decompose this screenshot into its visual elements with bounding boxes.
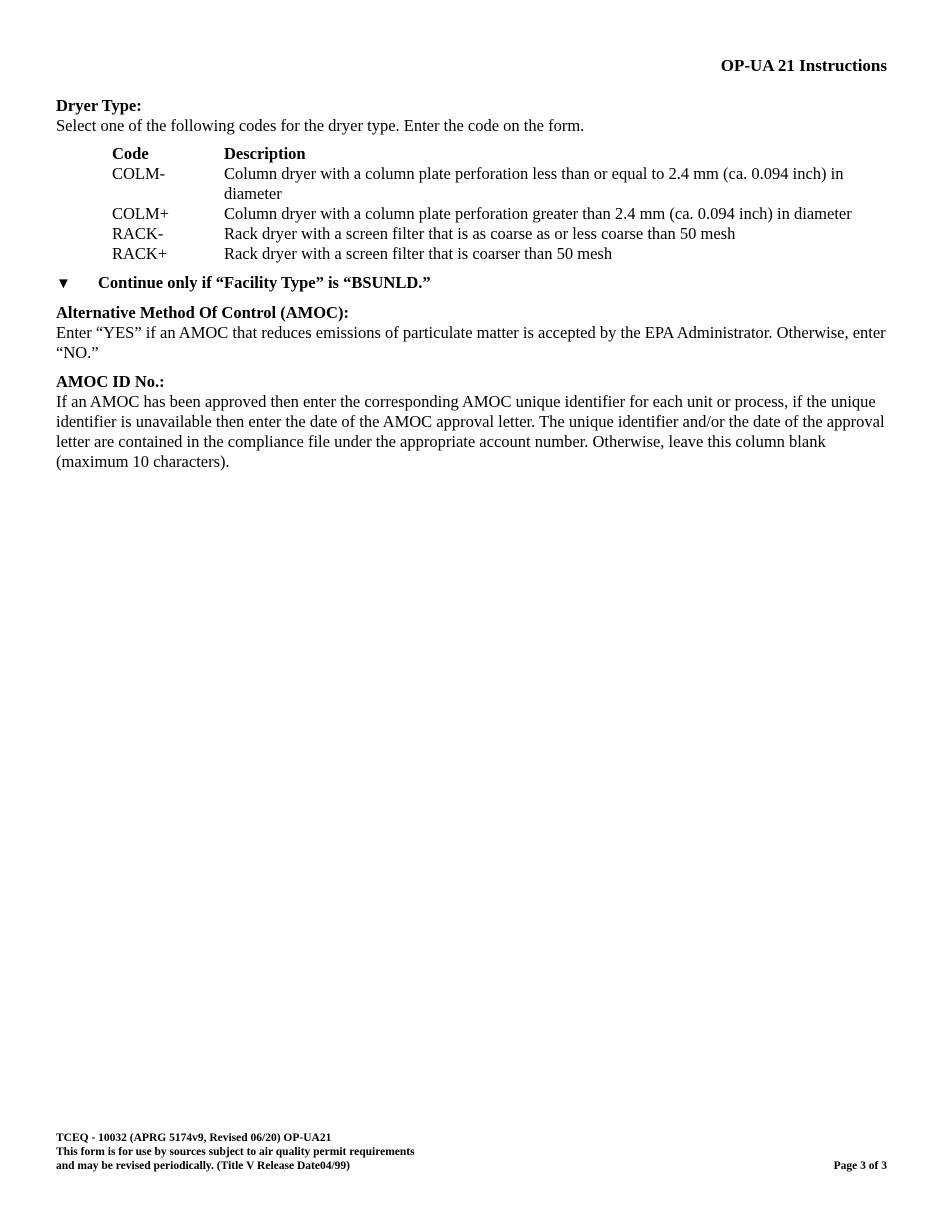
page-header-title: OP-UA 21 Instructions [720,56,887,75]
code-cell: RACK+ [112,244,168,263]
table-header-row [112,144,887,164]
code-cell: COLM+ [112,204,169,223]
column-header-code: Code [112,144,149,163]
dryer-type-heading: Dryer Type: [56,96,142,115]
table-row [112,244,887,264]
down-triangle-icon: ▼ [56,276,71,292]
description-cell: Column dryer with a column plate perforation greater than 2.4 mm (ca. 0.094 inch) in diameter [224,204,852,223]
amoc-section [56,303,887,363]
amoc-id-section [56,372,887,472]
footer-line-1: TCEQ - 10032 (APRG 5174v9, Revised 06/20) OP-UA21 [56,1132,332,1144]
description-cell: Rack dryer with a screen filter that is as coarse as or less coarse than 50 mesh [224,224,736,243]
code-cell: COLM- [112,164,166,183]
dryer-type-intro: Select one of the following codes for the dryer type. Enter the code on the form. [56,116,585,135]
column-header-description: Description [224,144,306,163]
dryer-code-table [112,144,887,264]
footer-line-2: This form is for use by sources subject to air quality permit requirements [56,1146,415,1158]
amoc-heading: Alternative Method Of Control (AMOC): [56,303,349,322]
page-number: Page 3 of 3 [833,1160,887,1172]
table-row [112,204,887,224]
footer-line-3: and may be revised periodically. (Title V Release Date04/99) [56,1160,350,1172]
table-row [112,164,887,204]
description-cell: Column dryer with a column plate perforation less than or equal to 2.4 mm (ca. 0.094 inch) in diameter [224,164,844,203]
code-cell: RACK- [112,224,164,243]
amoc-body: Enter “YES” if an AMOC that reduces emissions of particulate matter is accepted by the EPA Administrator. Otherwise, enter “NO.” [56,323,886,362]
continue-instruction-text: Continue only if “Facility Type” is “BSUNLD.” [98,273,431,292]
table-row [112,224,887,244]
description-cell: Rack dryer with a screen filter that is coarser than 50 mesh [224,244,613,263]
footer-form-info [56,1131,415,1173]
amoc-id-body: If an AMOC has been approved then enter the corresponding AMOC unique identifier for each unit or process, if the unique identifier is unavailable then enter the date of the AMOC approval letter. The unique identifier and/or the date of the approval letter are contained in the compliance file under the appropriate account number. Otherwise, leave this column blank (maximum 10 characters). [56,392,885,471]
dryer-type-section [56,96,887,136]
continue-instruction [56,273,431,294]
amoc-id-heading: AMOC ID No.: [56,372,165,391]
